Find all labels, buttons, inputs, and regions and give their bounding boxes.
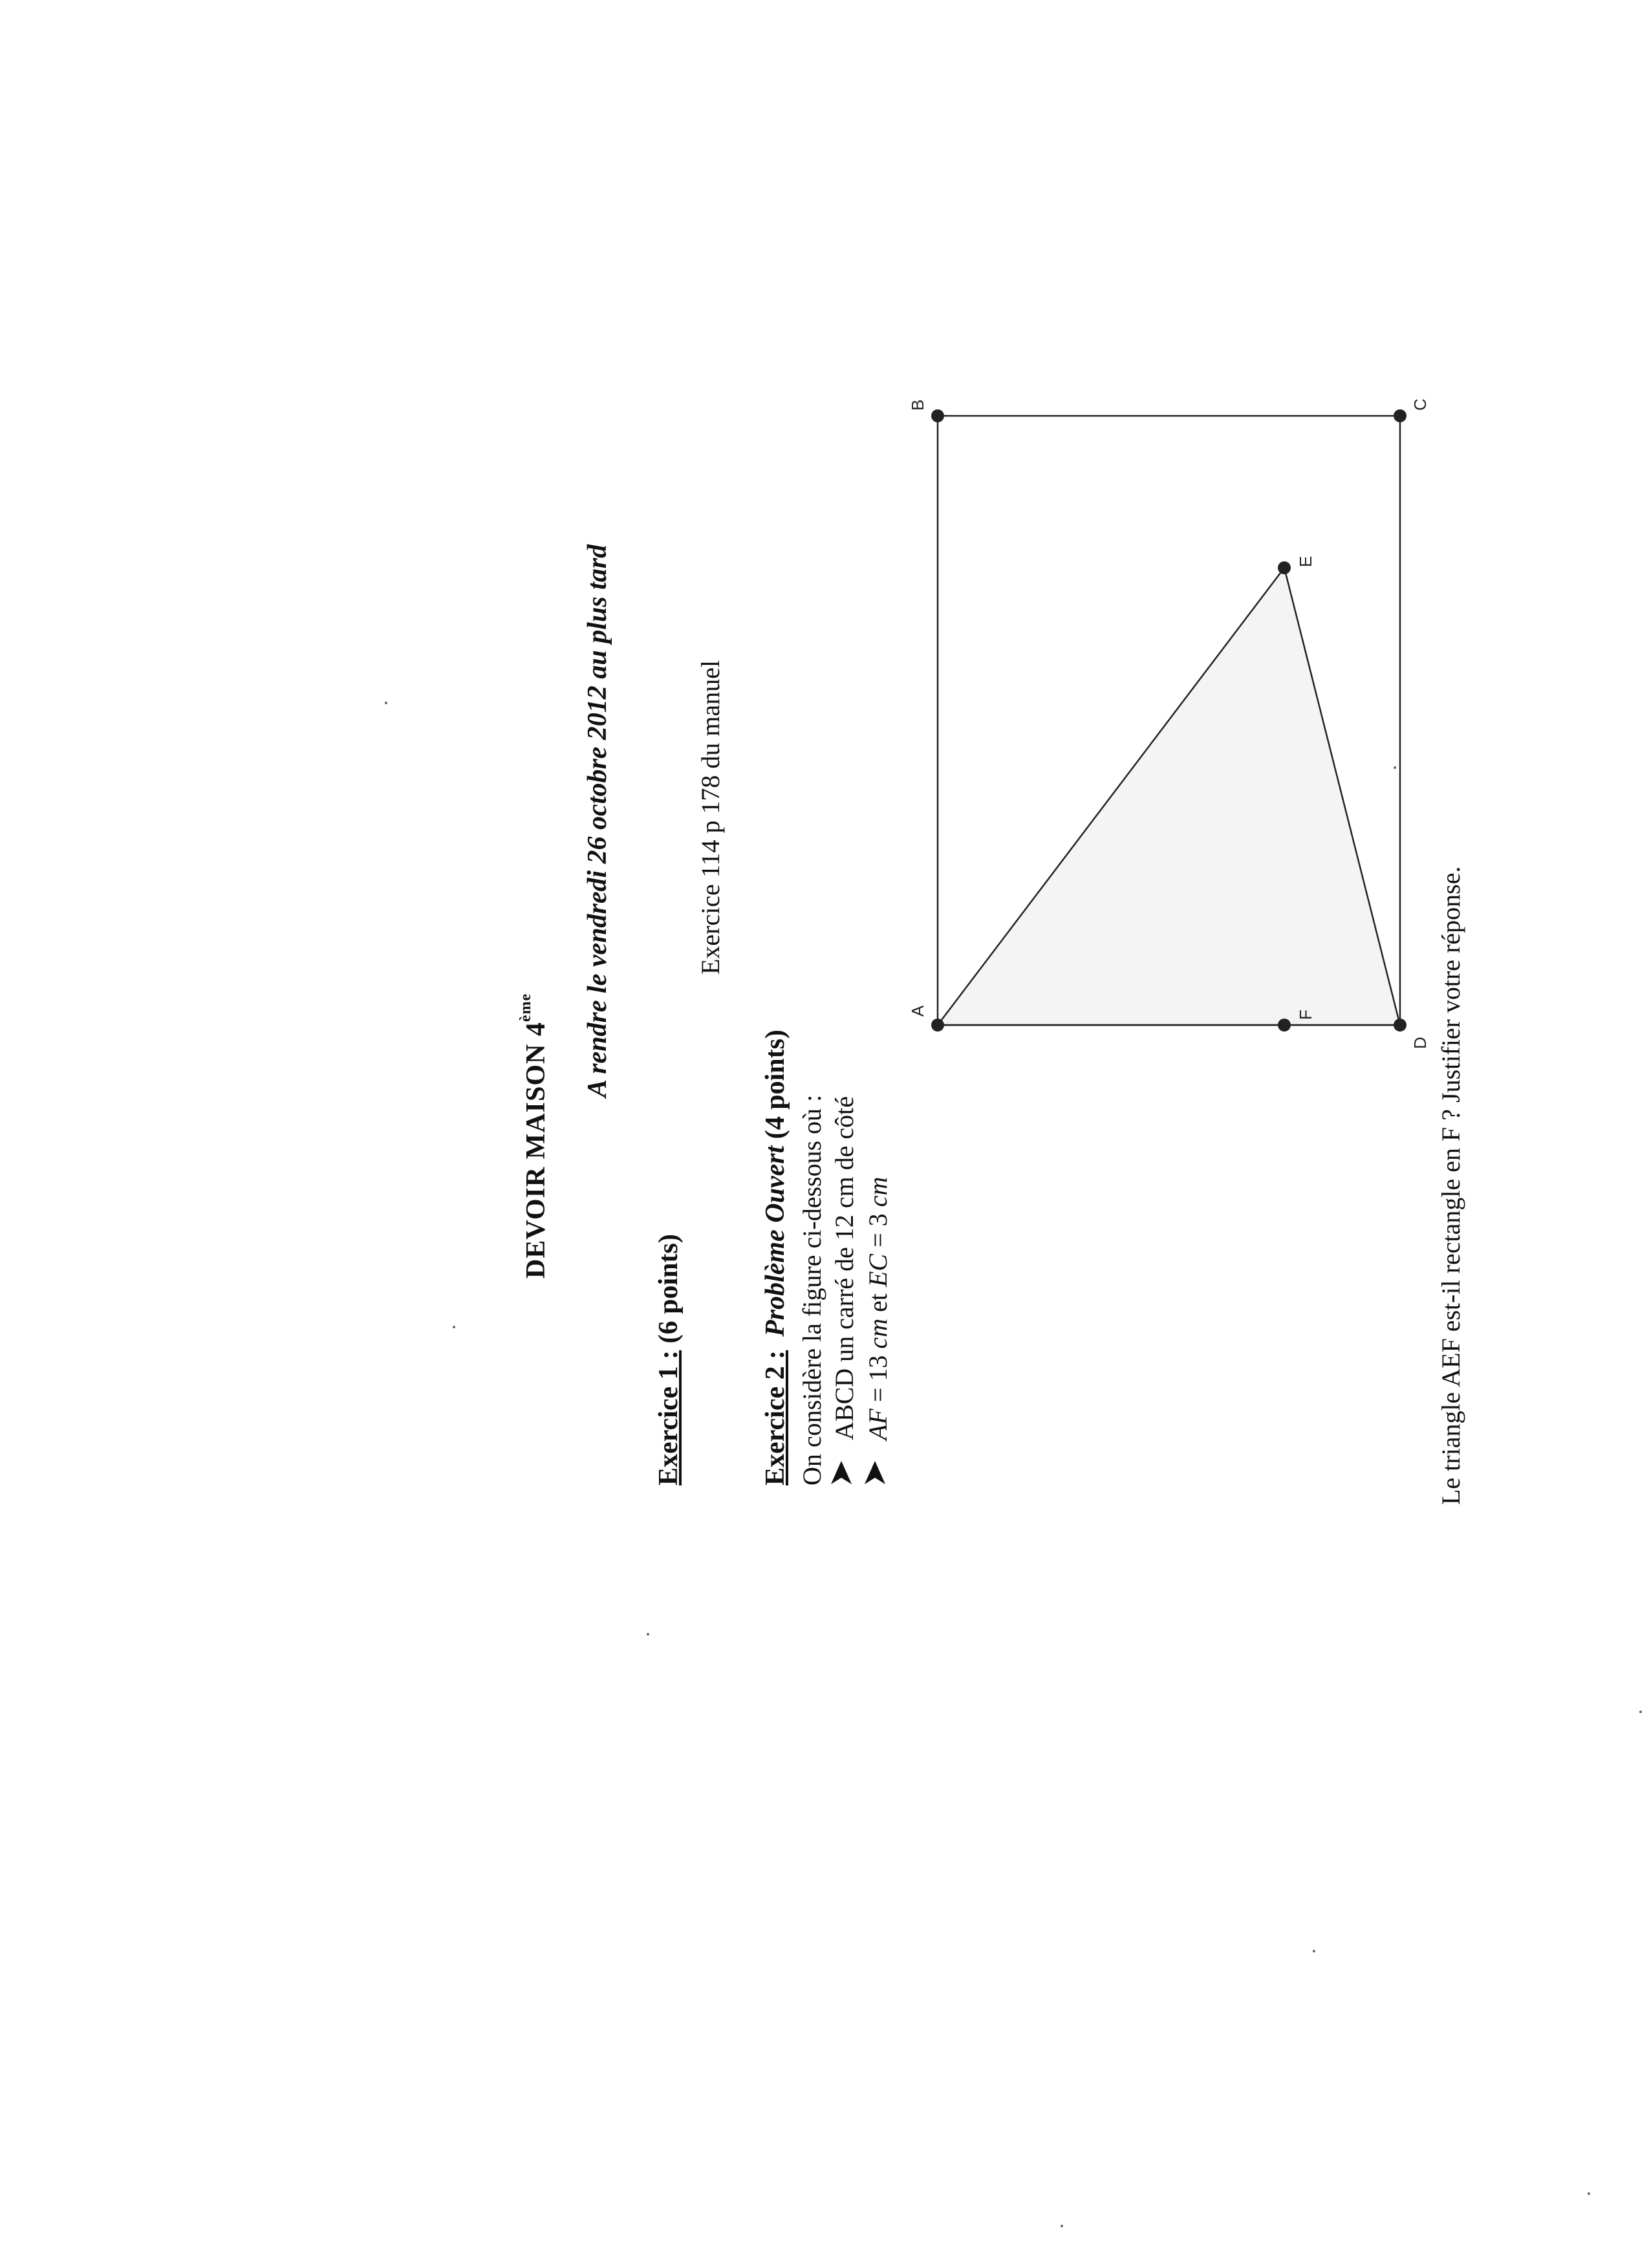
scan-speck	[1588, 2192, 1590, 2195]
exercise1-label: Exercice 1 :	[654, 1350, 684, 1485]
label-d: D	[1410, 1037, 1430, 1049]
label-a: A	[908, 1005, 927, 1017]
label-c: C	[1410, 398, 1430, 411]
segment-ec: EC	[863, 1253, 892, 1288]
point-e	[1278, 561, 1291, 574]
scan-speck	[647, 1633, 649, 1636]
title-superscript: ème	[517, 993, 534, 1022]
scan-speck	[1639, 1711, 1642, 1713]
point-a	[931, 1019, 944, 1031]
scan-speck	[1061, 2225, 1063, 2227]
exercise2-points: (4 points)	[760, 1030, 790, 1146]
triangle-aef	[938, 568, 1400, 1025]
label-e: E	[1296, 556, 1315, 567]
scan-speck	[453, 1326, 455, 1328]
exercise2-question: Le triangle AEF est-il rectangle en F ? Justifier votre réponse.	[1436, 866, 1465, 1505]
exercise2-label: Exercice 2 :	[760, 1350, 790, 1485]
af-value: = 13	[863, 1348, 892, 1409]
label-b: B	[908, 399, 927, 411]
scan-speck	[1313, 1950, 1315, 1952]
point-c	[1394, 409, 1406, 422]
scan-speck	[1394, 766, 1396, 769]
exercise1-text: Exercice 114 p 178 du manuel	[696, 660, 725, 975]
bullet-1-text: ABCD un carré de 12 cm de côté	[830, 1096, 859, 1440]
scan-speck	[385, 702, 387, 704]
and-word: et	[863, 1287, 892, 1319]
exercise2-intro: On considère la figure ci-dessous où :	[797, 1094, 826, 1485]
point-b	[931, 409, 944, 422]
exercise1-points: (6 points)	[654, 1234, 684, 1350]
segment-af: AF	[863, 1409, 892, 1440]
unit-cm-1: cm	[863, 1318, 892, 1349]
label-f: F	[1296, 1010, 1315, 1020]
title-text: DEVOIR MAISON 4	[521, 1022, 551, 1279]
point-d	[1394, 1019, 1406, 1031]
point-f	[1278, 1019, 1291, 1031]
unit-cm-2: cm	[863, 1176, 892, 1207]
exercise2-subtitle: Problème Ouvert	[760, 1145, 790, 1337]
ec-value: = 3	[863, 1207, 892, 1254]
deadline-line: A rendre le vendredi 26 octobre 2012 au plus tard	[583, 544, 612, 1097]
